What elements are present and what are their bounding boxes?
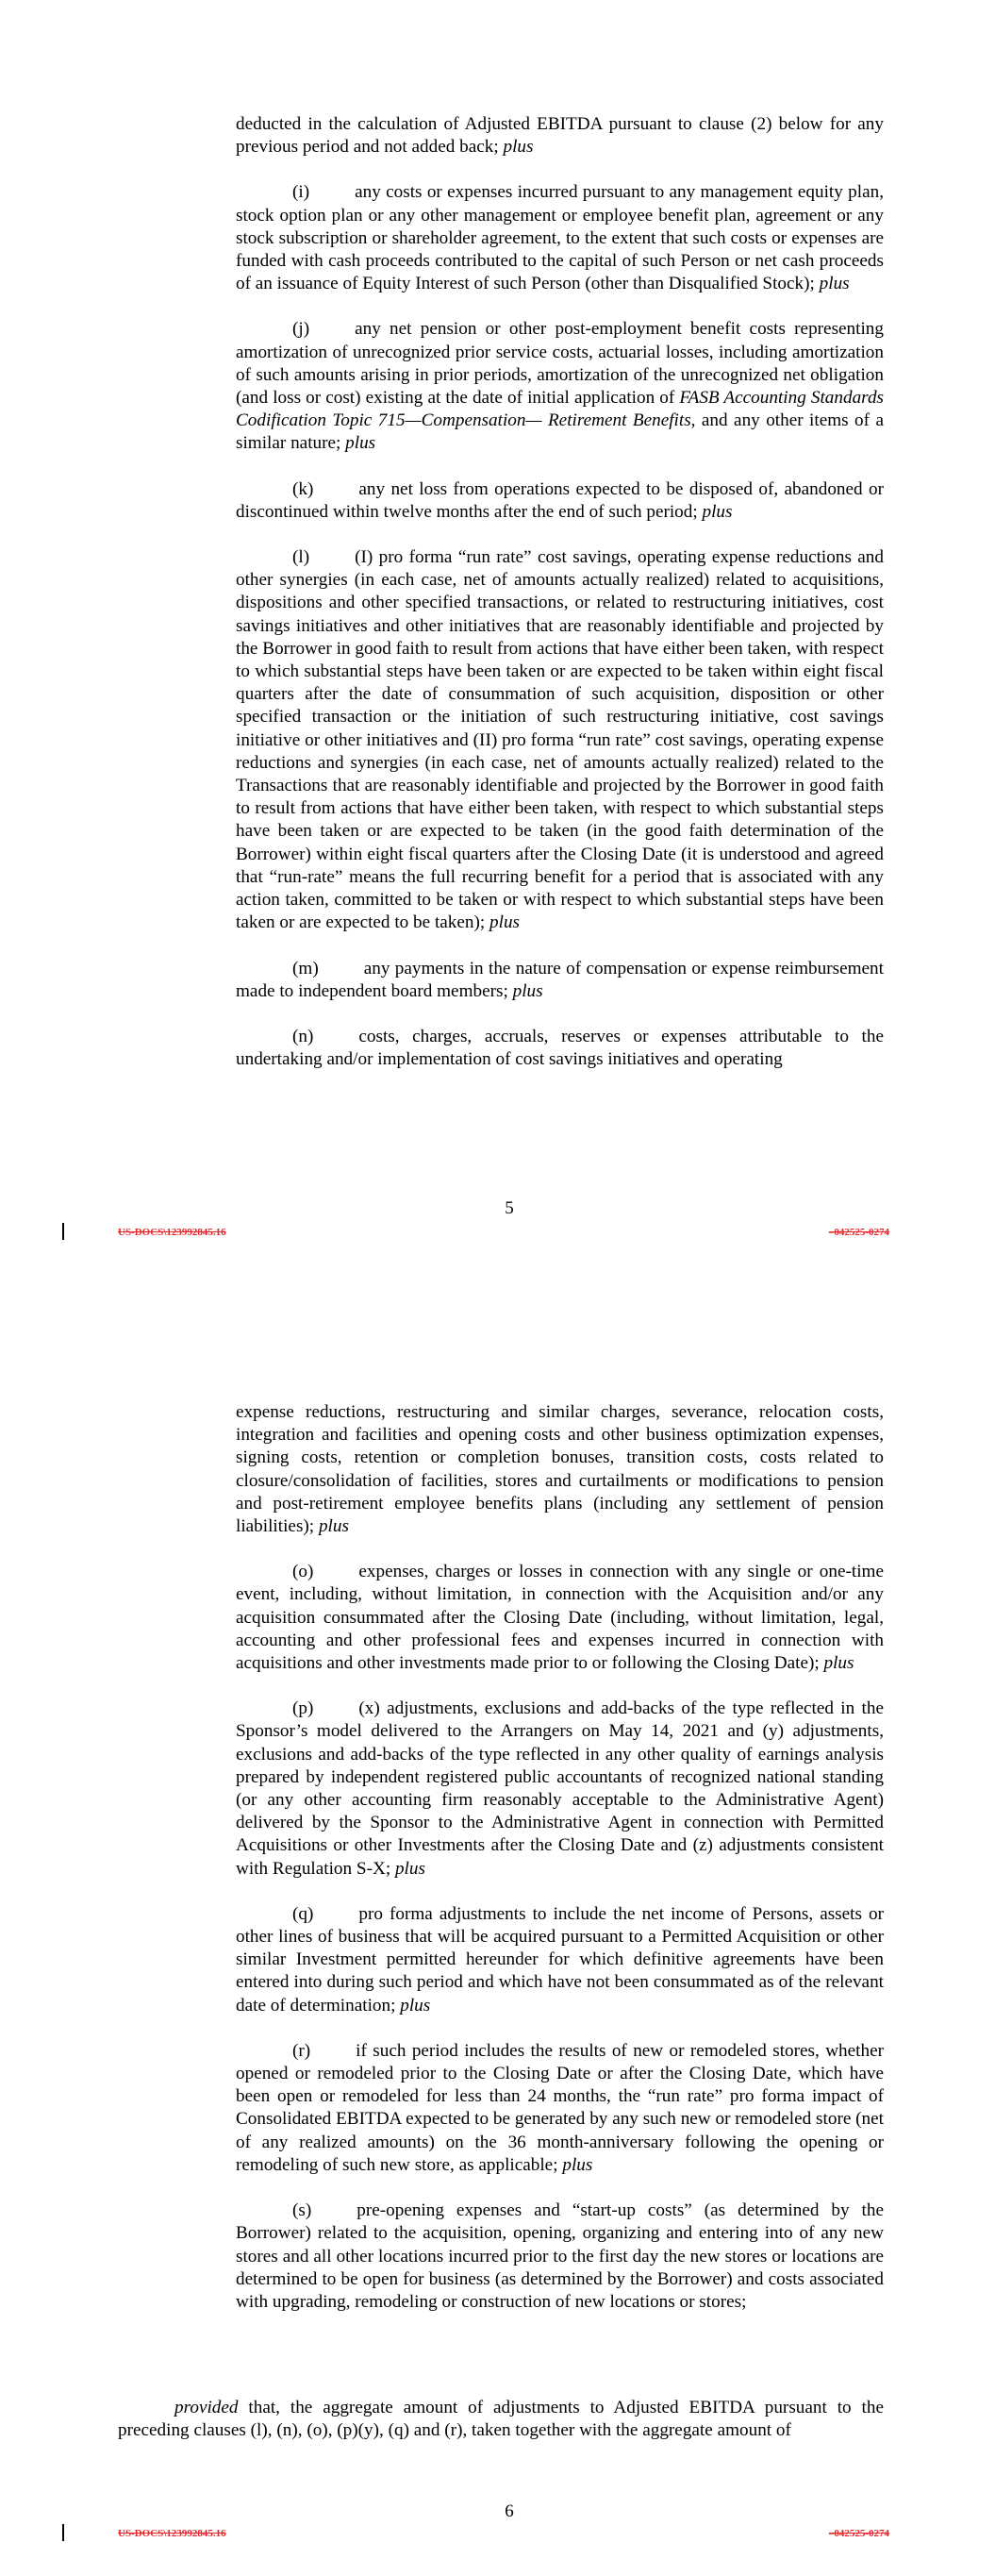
page-number: 5 [505,1198,514,1218]
clause-label: (p) [292,1698,314,1719]
change-bar [62,1223,64,1240]
page-number: 6 [505,2501,514,2521]
clause-label: (m) [292,958,319,979]
document-page-6 [0,1288,995,2576]
page-5-body [236,113,884,1094]
proviso-block [118,2397,884,2465]
clause-label: (o) [292,1562,314,1582]
footer-matter-number: –042525-0274 [828,1227,889,1238]
footer-doc-id: US-DOCS\123992845.16 [118,1227,226,1238]
paragraph-continuation: deducted in the calculation of Adjusted EBITDA pursuant to clause (2) below for any previous period and not added back; plus [236,114,884,158]
clause-label: (n) [292,1026,314,1046]
clause-o: (o) expenses, charges or losses in connection with any single or one-time event, including, without limitation, in connection with the Acquisition and/or any acquisition consummated after the Closing Date (including, without limitation, legal, accounting and other professional fees and expenses incurred in connection with acquisitions and other investments made prior to or following the Closing Date); plus [236,1562,884,1674]
clause-label: (q) [292,1903,314,1924]
clause-i: (i) any costs or expenses incurred pursuant to any management equity plan, stock option plan or any other management or employee benefit plan, agreement or any stock subscription or shareholder agreement, to the extent that such costs or expenses are funded with cash proceeds contributed to the capital of such Person or net cash proceeds of an issuance of Equity Interest of such Person (other than Disqualified Stock); plus [236,182,884,294]
clause-l: (l) (I) pro forma “run rate” cost savings, operating expense reductions and other synergies (in each case, net of amounts actually realized) related to acquisitions, dispositions and other specified transactions, or related to restructuring initiatives, cost savings initiatives and other initiatives that are reasonably identifiable and projected by the Borrower in good faith to result from actions that have either been taken, with respect to which substantial steps have been taken or are expected to be taken within eight fiscal quarters after the date of consummation of such acquisition, disposition or other specified transaction or the initiation of such restructuring initiative, cost savings initiative or other initiatives and (II) pro forma “run rate” cost savings, operating expense reductions and synergies (in each case, net of amounts actually realized) related to the Transactions that are reasonably identifiable and projected by the Borrower in good faith to result from actions that have either been taken, with respect to which substantial steps have been taken or are expected to be taken (in the good faith determination of the Borrower) within eight fiscal quarters after the Closing Date (it is understood and agreed that “run-rate” means the full recurring benefit for a period that is associated with any action taken, committed to be taken or with respect to which substantial steps have been taken or are expected to be taken); plus [236,547,884,933]
clause-p: (p) (x) adjustments, exclusions and add-backs of the type reflected in the Sponsor’s model delivered to the Arrangers on May 14, 2021 and (y) adjustments, exclusions and add-backs of the type reflected in any other quality of earnings analysis prepared by independent registered public accountants of recognized national standing (or any other accounting firm reasonably acceptable to the Administrative Agent) delivered by the Sponsor to the Administrative Agent in connection with Permitted Acquisitions or other Investments after the Closing Date and (z) adjustments consistent with Regulation S-X; plus [236,1698,884,1879]
clause-m: (m) any payments in the nature of compensation or expense reimbursement made to independent board members; plus [236,958,884,1001]
clause-r: (r) if such period includes the results of new or remodeled stores, whether opened or remodeled prior to the Closing Date or after the Closing Date, which have been open or remodeled for less than 24 months, the “run rate” pro forma impact of Consolidated EBITDA expected to be generated by any such new or remodeled store (net of any realized amounts) on the 36 month-anniversary following the opening or remodeling of such new store, as applicable; plus [236,2040,884,2175]
clause-q: (q) pro forma adjustments to include the net income of Persons, assets or other lines of business that will be acquired pursuant to a Permitted Acquisition or other similar Investment permitted hereunder for which definitive agreements have been entered into during such period and which have not been consummated as of the relevant date of determination; plus [236,1903,884,2016]
clause-j: (j) any net pension or other post-employment benefit costs representing amortization of unrecognized prior service costs, actuarial losses, including amortization of such amounts arising in prior periods, amortization of the unrecognized net obligation (and loss or cost) existing at the date of initial application of FASB Accounting Standards Codification Topic 715—Compensation— Retirement Benefits, and any other items of a similar nature; plus [236,319,884,454]
clause-label: (k) [292,478,314,499]
change-bar [62,2524,64,2541]
clause-n: (n) costs, charges, accruals, reserves or expenses attributable to the undertaking and/or implementation of cost savings initiatives and operating [236,1026,884,1070]
clause-s: (s) pre-opening expenses and “start-up costs” (as determined by the Borrower) related to the acquisition, opening, organizing and entering into of any new stores and all other locations incurred prior to the first day the new stores or locations are determined to be open for business (as determined by the Borrower) and costs associated with upgrading, remodeling or construction of new locations or stores; [236,2200,884,2312]
page-6-body [236,1401,884,2336]
footer-matter-number: –042525-0274 [828,2528,889,2539]
proviso-paragraph: provided that, the aggregate amount of adjustments to Adjusted EBITDA pursuant to the preceding clauses (l), (n), (o), (p)(y), (q) and (r), taken together with the aggregate amount of [118,2398,884,2441]
clause-label: (l) [292,547,310,568]
clause-label: (i) [292,182,310,203]
clause-k: (k) any net loss from operations expected to be disposed of, abandoned or discontinued within twelve months after the end of such period; plus [236,478,884,522]
clause-label: (j) [292,319,310,340]
clause-n-continuation: expense reductions, restructuring and similar charges, severance, relocation costs, integration and facilities and opening costs and other business optimization expenses, signing costs, retention or completion bonuses, transition costs, costs related to closure/consolidation of facilities, stores and curtailments or modifications to pension and post-retirement employee benefits plans (including any settlement of pension liabilities); plus [236,1402,884,1537]
clause-label: (s) [292,2200,312,2221]
clause-label: (r) [292,2040,311,2061]
footer-doc-id: US-DOCS\123992845.16 [118,2528,226,2539]
